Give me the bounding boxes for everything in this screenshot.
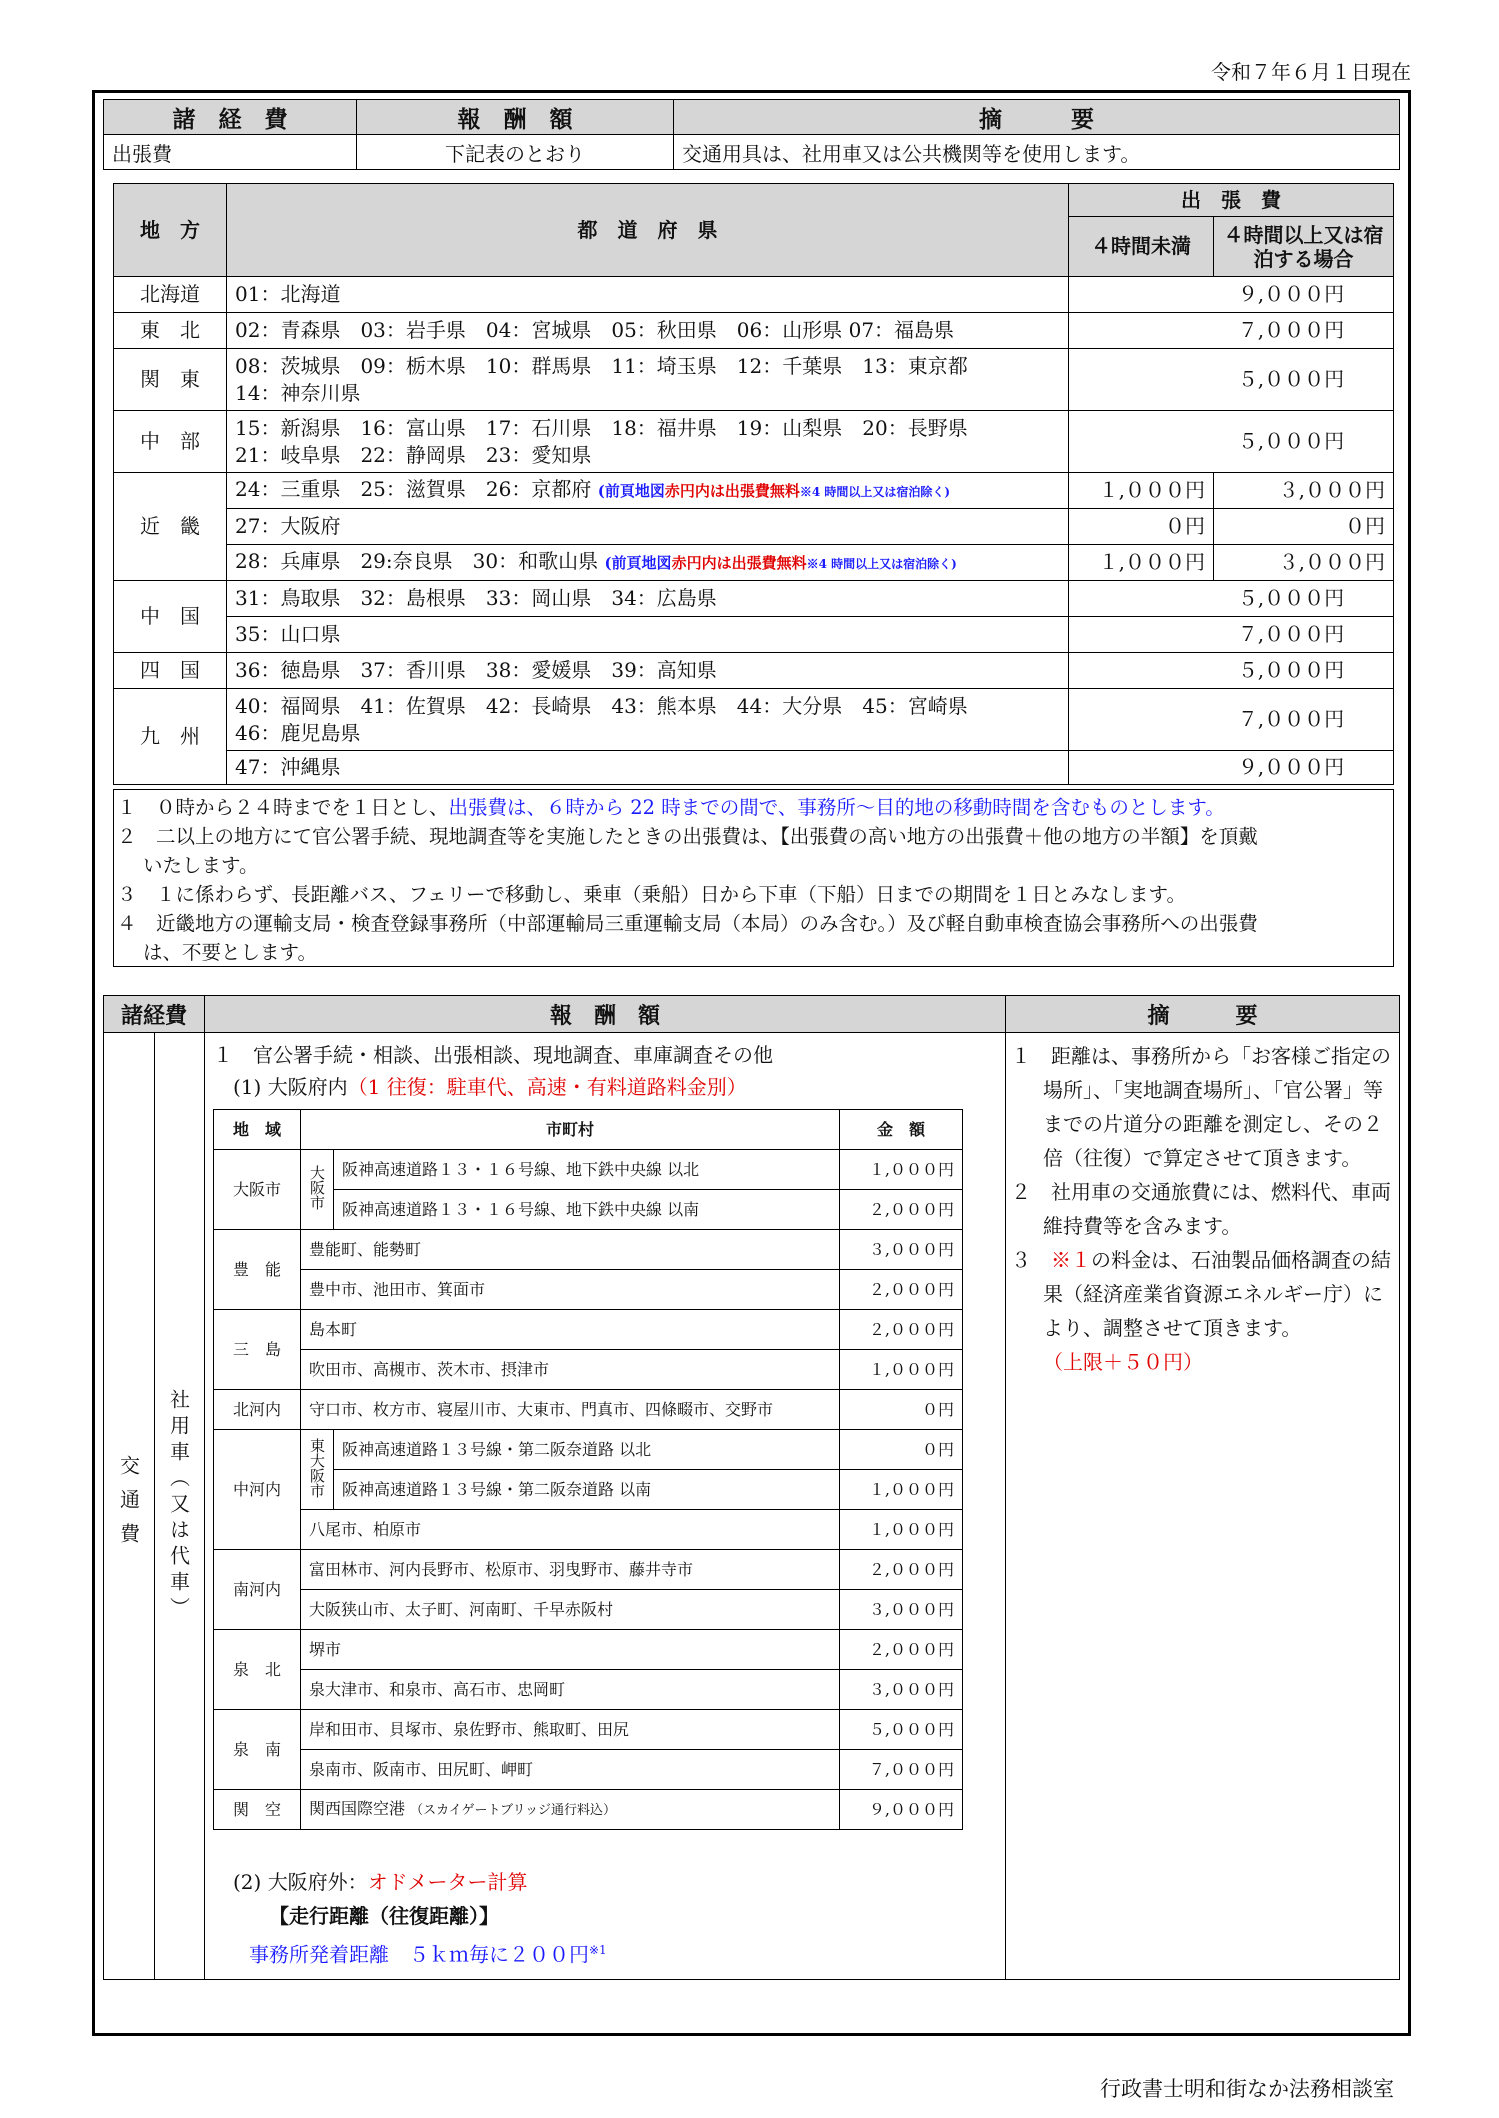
amount-value: ９,０００円 — [840, 1790, 963, 1830]
transport-note: ３ — [1011, 1248, 1051, 1272]
col-prefecture: 都 道 府 県 — [227, 184, 1069, 277]
prefecture-list: 40：福岡県 41：佐賀県 42：長崎県 43：熊本県 44：大分県 45：宮崎県 — [235, 693, 968, 718]
fee-value: １,０００円 — [1069, 473, 1214, 509]
col-under4: ４時間未満 — [1069, 217, 1214, 277]
city-list: 堺市 — [301, 1630, 840, 1670]
transport-note: （上限＋５０円） — [1043, 1350, 1203, 1374]
region-row — [114, 617, 1394, 653]
city-row — [214, 1670, 963, 1710]
region-row — [114, 277, 1394, 313]
fee-value: ３,０００円 — [1214, 473, 1394, 509]
amount-value: ２,０００円 — [840, 1310, 963, 1350]
city-row — [214, 1510, 963, 1550]
amount-value: ５,０００円 — [840, 1710, 963, 1750]
transport-line: １ 官公署手続・相談、出張相談、現地調査、車庫調査その他 — [213, 1043, 773, 1067]
city-row — [214, 1590, 963, 1630]
transport-line: オドメーター計算 — [367, 1870, 528, 1894]
region-row — [114, 509, 1394, 545]
amount-value: ２,０００円 — [840, 1550, 963, 1590]
transport-content — [213, 1039, 773, 1103]
amount-value: １,０００円 — [840, 1350, 963, 1390]
prefecture-list: 47：沖縄県 — [227, 751, 1069, 785]
amount-value: ３,０００円 — [840, 1230, 963, 1270]
fee-value: ９,０００円 — [1069, 277, 1394, 313]
fee-value: ９,０００円 — [1069, 751, 1394, 785]
city-list: 豊能町、能勢町 — [301, 1230, 840, 1270]
fee-value: １,０００円 — [1069, 545, 1214, 581]
note-text: １ ０時から２４時までを１日とし、 — [117, 796, 449, 819]
region-fee-table — [113, 183, 1394, 785]
prefecture-list: 08：茨城県 09：栃木県 10：群馬県 11：埼玉県 12：千葉県 13：東京都 — [235, 353, 968, 378]
city-row — [214, 1270, 963, 1310]
city-list: 泉南市、阪南市、田尻町、岬町 — [301, 1750, 840, 1790]
city-list: 守口市、枚方市、寝屋川市、大東市、門真市、四條畷市、交野市 — [301, 1390, 840, 1430]
prefecture-list: 01：北海道 — [227, 277, 1069, 313]
region-row — [114, 581, 1394, 617]
city-row — [214, 1790, 963, 1830]
fee-value: ５,０００円 — [1069, 581, 1394, 617]
area-name: 北河内 — [214, 1390, 301, 1430]
city-note: （スカイゲートブリッジ通行料込） — [410, 1802, 617, 1818]
transport-label: 交通費 — [116, 1455, 141, 1557]
fee-value: ５,０００円 — [1069, 411, 1394, 473]
region-row — [114, 545, 1394, 581]
outside-osaka — [233, 1865, 607, 1972]
footer-label: 行政書士明和街なか法務相談室 — [1100, 2077, 1394, 2101]
region-name: 関 東 — [114, 349, 227, 411]
amount-value: ０円 — [840, 1390, 963, 1430]
bottom-col-amount: 報 酬 額 — [205, 996, 1006, 1033]
note-text: ３ １に係わらず、長距離バス、フェリーで移動し、乗車（乗船）日から下車（下船）日までの期間を１日とみなします。 — [117, 883, 1186, 906]
footnote-mark: ※1 — [589, 1943, 607, 1957]
header-col-note: 摘 要 — [674, 100, 1400, 135]
col-over4: ４時間以上又は宿泊する場合 — [1214, 217, 1394, 277]
header-table — [103, 99, 1400, 170]
amount-travel: 下記表のとおり — [357, 135, 674, 170]
bottom-col-item: 諸経費 — [104, 996, 205, 1033]
fee-value: ７,０００円 — [1069, 689, 1394, 751]
city-list: 阪神高速道路１３号線・第二阪奈道路 以北 — [334, 1430, 840, 1470]
city-row — [214, 1430, 963, 1470]
item-travel: 出張費 — [104, 135, 357, 170]
kinki-note: 赤円内は出張費無料 — [671, 553, 807, 572]
city-row — [214, 1310, 963, 1350]
col-area: 地 域 — [214, 1110, 301, 1150]
amount-value: ２,０００円 — [840, 1190, 963, 1230]
sub-area: 大阪市 — [308, 1165, 326, 1210]
city-row — [214, 1630, 963, 1670]
notes — [117, 793, 1387, 967]
transport-line: 事務所発着距離 ５ｋｍ毎に２００円 — [249, 1942, 589, 1967]
kinki-note: (前頁地図 — [604, 553, 672, 572]
area-name: 中河内 — [214, 1430, 301, 1550]
fee-value: ０円 — [1069, 509, 1214, 545]
amount-value: １,０００円 — [840, 1470, 963, 1510]
city-row — [214, 1550, 963, 1590]
prefecture-list: 46：鹿児島県 — [235, 720, 361, 745]
osaka-city-table — [213, 1109, 963, 1830]
transport-line: 【走行距離（往復距離）】 — [269, 1904, 499, 1928]
note-text: は、不要とします。 — [143, 941, 317, 964]
area-name: 関 空 — [214, 1790, 301, 1830]
sub-area: 東大阪市 — [308, 1437, 326, 1498]
city-list: 富田林市、河内長野市、松原市、羽曳野市、藤井寺市 — [301, 1550, 840, 1590]
prefecture-list: 15：新潟県 16：富山県 17：石川県 18：福井県 19：山梨県 20：長野県 — [235, 415, 968, 440]
amount-value: ２,０００円 — [840, 1630, 963, 1670]
amount-value: ３,０００円 — [840, 1590, 963, 1630]
city-list: 関西国際空港 — [309, 1798, 406, 1818]
kinki-note: ※4 時間以上又は宿泊除く) — [799, 484, 951, 499]
fee-value: ５,０００円 — [1069, 653, 1394, 689]
region-row — [114, 411, 1394, 473]
city-list: 阪神高速道路１３・１６号線、地下鉄中央線 以南 — [334, 1190, 840, 1230]
city-list: 阪神高速道路１３・１６号線、地下鉄中央線 以北 — [334, 1150, 840, 1190]
transport-note: ※１ — [1051, 1248, 1091, 1272]
fee-document — [92, 90, 1411, 2036]
area-name: 南河内 — [214, 1550, 301, 1630]
transport-notes — [1011, 1039, 1391, 1379]
city-list: 岸和田市、貝塚市、泉佐野市、熊取町、田尻 — [301, 1710, 840, 1750]
transport-note: ２ 社用車の交通旅費には、燃料代、車両維持費等を含みます。 — [1011, 1180, 1391, 1238]
col-region: 地 方 — [114, 184, 227, 277]
region-row — [114, 313, 1394, 349]
amount-value: ２,０００円 — [840, 1270, 963, 1310]
bottom-col-note: 摘 要 — [1006, 996, 1400, 1033]
prefecture-list: 02：青森県 03：岩手県 04：宮城県 05：秋田県 06：山形県 07：福島県 — [227, 313, 1069, 349]
transport-note: １ 距離は、事務所から「お客様ご指定の場所」、「実地調査場所」、「官公署」等までの片道分の距離を測定し、その２倍（往復）で算定させて頂きます。 — [1011, 1044, 1391, 1170]
transport-line: (1) 大阪府内 — [233, 1075, 348, 1099]
prefecture-list: 21：岐阜県 22：静岡県 23：愛知県 — [235, 442, 592, 467]
region-row — [114, 689, 1394, 751]
note-text: ４ 近畿地方の運輸支局・検査登録事務所（中部運輸局三重運輸支局（本局）のみ含む。）及び軽自動車検査協会事務所への出張費 — [117, 912, 1258, 935]
city-list: 大阪狭山市、太子町、河南町、千早赤阪村 — [301, 1590, 840, 1630]
company-car-label: 社用車（又は代車） — [166, 1389, 191, 1623]
amount-value: ３,０００円 — [840, 1670, 963, 1710]
region-name: 中 国 — [114, 581, 227, 653]
city-row — [214, 1390, 963, 1430]
col-amount: 金 額 — [840, 1110, 963, 1150]
prefecture-list: 27：大阪府 — [227, 509, 1069, 545]
kinki-note: (前頁地図 — [597, 481, 665, 500]
transport-line: （1 往復：駐車代、高速・有料道路料金別） — [347, 1075, 747, 1099]
area-name: 豊 能 — [214, 1230, 301, 1310]
prefecture-list: 31：鳥取県 32：島根県 33：岡山県 34：広島県 — [227, 581, 1069, 617]
prefecture-list: 35：山口県 — [227, 617, 1069, 653]
region-row — [114, 653, 1394, 689]
fee-value: ７,０００円 — [1069, 313, 1394, 349]
header-col-amount: 報 酬 額 — [357, 100, 674, 135]
fee-value: ３,０００円 — [1214, 545, 1394, 581]
amount-value: １,０００円 — [840, 1150, 963, 1190]
fee-value: ７,０００円 — [1069, 617, 1394, 653]
city-list: 吹田市、高槻市、茨木市、摂津市 — [301, 1350, 840, 1390]
kinki-note: ※4 時間以上又は宿泊除く) — [806, 556, 957, 571]
transport-note: の料金は、石油製品価格調査の結果（経済産業省資源エネルギー庁）により、調整させて頂きます。 — [1043, 1248, 1391, 1340]
region-name: 近 畿 — [114, 473, 227, 581]
region-name: 九 州 — [114, 689, 227, 785]
note-text: ２ 二以上の地方にて官公署手続、現地調査等を実施したときの出張費は、【出張費の高い地方の出張費＋他の地方の半額】を頂戴 — [117, 825, 1258, 848]
city-list: 島本町 — [301, 1310, 840, 1350]
region-name: 中 部 — [114, 411, 227, 473]
prefecture-list: 28：兵庫県 29:奈良県 30：和歌山県 — [235, 548, 599, 573]
col-fee: 出 張 費 — [1069, 184, 1394, 217]
area-name: 泉 南 — [214, 1710, 301, 1790]
kinki-note: 赤円内は出張費無料 — [664, 481, 800, 500]
amount-value: １,０００円 — [840, 1510, 963, 1550]
region-row — [114, 751, 1394, 785]
city-row — [214, 1230, 963, 1270]
region-name: 四 国 — [114, 653, 227, 689]
note-travel: 交通用具は、社用車又は公共機関等を使用します。 — [674, 135, 1400, 170]
prefecture-list: 14：神奈川県 — [235, 380, 361, 405]
city-list: 八尾市、柏原市 — [301, 1510, 840, 1550]
city-list: 泉大津市、和泉市、高石市、忠岡町 — [301, 1670, 840, 1710]
city-row — [214, 1750, 963, 1790]
city-row — [214, 1710, 963, 1750]
note-text: いたします。 — [143, 854, 259, 877]
region-row — [114, 473, 1394, 509]
transport-line: (2) 大阪府外： — [233, 1870, 368, 1894]
prefecture-list: 36：徳島県 37：香川県 38：愛媛県 39：高知県 — [227, 653, 1069, 689]
area-name: 大阪市 — [214, 1150, 301, 1230]
prefecture-list: 24：三重県 25：滋賀県 26：京都府 — [235, 476, 592, 501]
city-row — [214, 1150, 963, 1190]
header-col-item: 諸 経 費 — [104, 100, 357, 135]
city-list: 阪神高速道路１３号線・第二阪奈道路 以南 — [334, 1470, 840, 1510]
col-city: 市町村 — [301, 1110, 840, 1150]
note-text: 出張費は、６時から 22 時までの間で、事務所～目的地の移動時間を含むものとします。 — [448, 796, 1225, 819]
region-row — [114, 349, 1394, 411]
region-name: 北海道 — [114, 277, 227, 313]
region-name: 東 北 — [114, 313, 227, 349]
amount-value: ０円 — [840, 1430, 963, 1470]
fee-value: ０円 — [1214, 509, 1394, 545]
amount-value: ７,０００円 — [840, 1750, 963, 1790]
date-label: 令和７年６月１日現在 — [1211, 60, 1411, 84]
city-list: 豊中市、池田市、箕面市 — [301, 1270, 840, 1310]
area-name: 三 島 — [214, 1310, 301, 1390]
area-name: 泉 北 — [214, 1630, 301, 1710]
fee-value: ５,０００円 — [1069, 349, 1394, 411]
city-row — [214, 1350, 963, 1390]
